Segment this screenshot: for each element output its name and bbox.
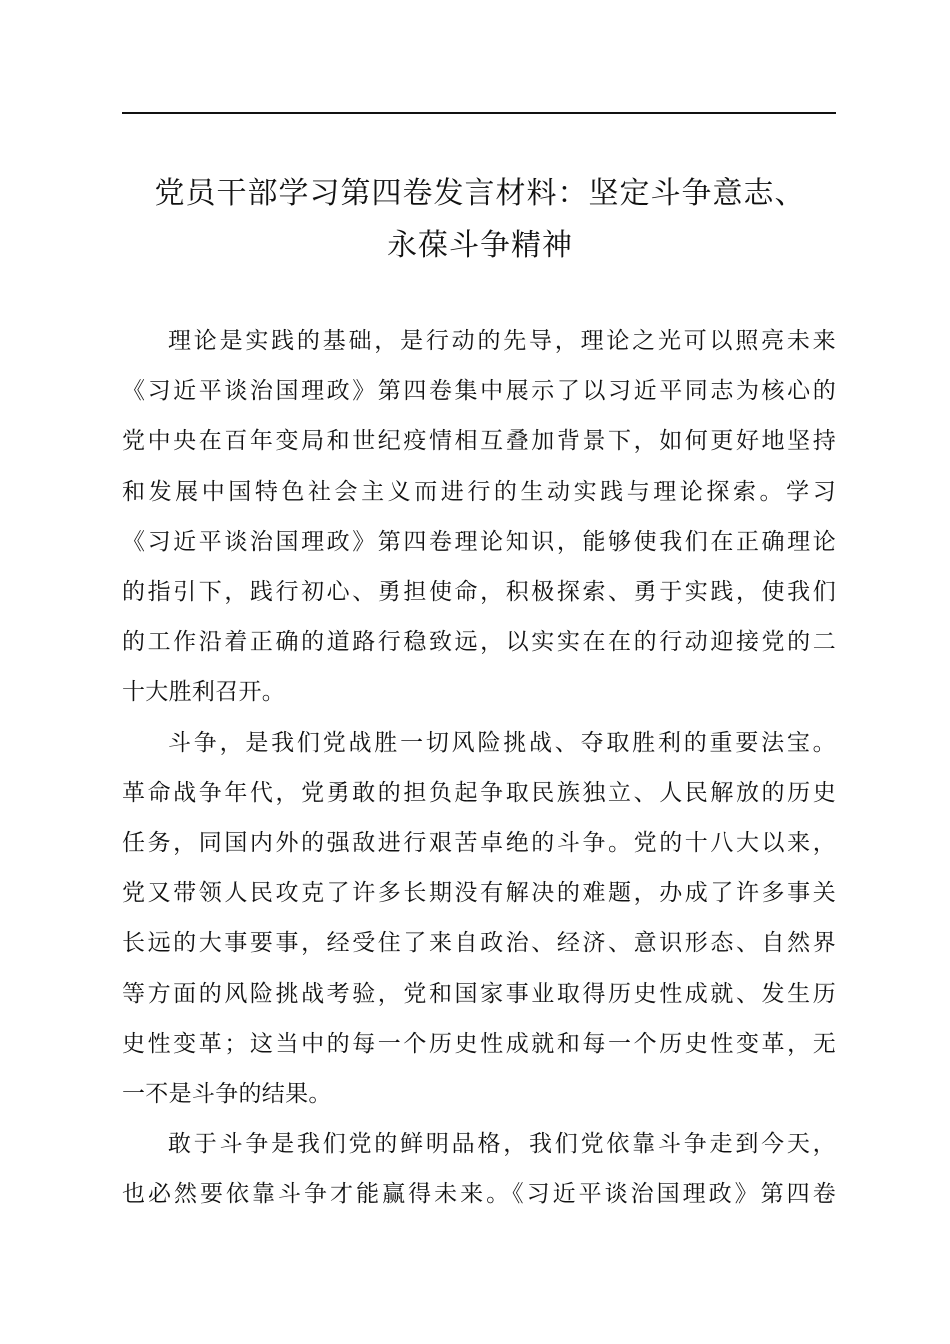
text-line: 长远的大事要事，经受住了来自政治、经济、意识形态、自然界: [122, 930, 836, 957]
text-line: 和发展中国特色社会主义而进行的生动实践与理论探索。学习: [122, 478, 836, 505]
text-line: 一不是斗争的结果。: [122, 1081, 332, 1108]
title-line: 永葆斗争精神: [387, 228, 573, 263]
text-line: 任务，同国内外的强敌进行艰苦卓绝的斗争。党的十八大以来，: [122, 830, 836, 857]
text-line: 敢于斗争是我们党的鲜明品格，我们党依靠斗争走到今天，: [168, 1131, 836, 1158]
text-line: 《习近平谈治国理政》第四卷理论知识，能够使我们在正确理论: [122, 528, 836, 555]
text-line: 也必然要依靠斗争才能赢得未来。《习近平谈治国理政》第四卷: [122, 1181, 836, 1208]
text-line: 十大胜利召开。: [122, 679, 286, 706]
text-line: 等方面的风险挑战考验，党和国家事业取得历史性成就、发生历: [122, 980, 836, 1007]
text-line: 革命战争年代，党勇敢的担负起争取民族独立、人民解放的历史: [122, 779, 836, 806]
text-line: 理论是实践的基础，是行动的先导，理论之光可以照亮未来: [168, 328, 836, 354]
paragraph-2: [122, 718, 836, 1120]
text-line: 党又带领人民攻克了许多长期没有解决的难题，办成了许多事关: [122, 880, 836, 907]
header-rule: [122, 112, 836, 114]
text-line: 《习近平谈治国理政》第四卷集中展示了以习近平同志为核心的: [122, 378, 836, 405]
document-title: [100, 168, 860, 272]
document-body: [122, 316, 836, 1220]
paragraph-3: [122, 1119, 836, 1219]
text-line: 的指引下，践行初心、勇担使命，积极探索、勇于实践，使我们: [122, 579, 836, 606]
text-line: 斗争，是我们党战胜一切风险挑战、夺取胜利的重要法宝。: [168, 729, 836, 756]
title-line: 党员干部学习第四卷发言材料：坚定斗争意志、: [154, 176, 806, 211]
text-line: 史性变革；这当中的每一个历史性成就和每一个历史性变革，无: [122, 1030, 836, 1057]
text-line: 的工作沿着正确的道路行稳致远，以实实在在的行动迎接党的二: [122, 629, 836, 656]
text-line: 党中央在百年变局和世纪疫情相互叠加背景下，如何更好地坚持: [122, 428, 836, 455]
paragraph-1: [122, 316, 836, 718]
